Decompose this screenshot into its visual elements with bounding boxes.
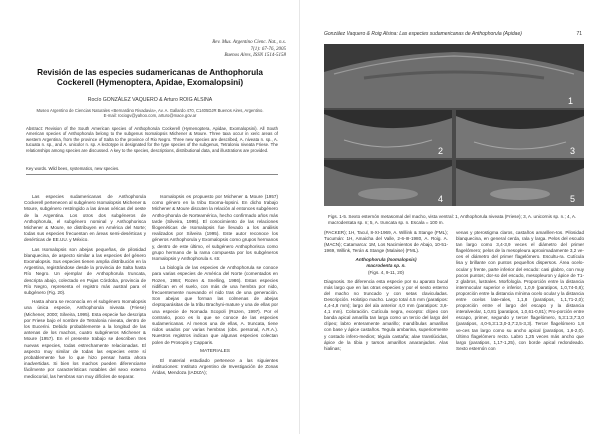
species-figures: (Figs. 4, 9-11, 20) bbox=[368, 269, 404, 275]
species-subtitle: macrodenta sp. n. bbox=[366, 263, 406, 269]
running-head bbox=[324, 31, 582, 37]
panel-2 bbox=[324, 110, 452, 158]
paragraph: Las especies sudamericanas de Anthophorula Cockerell pertenecen al subgénero Isomalopsis Michener & Moure, subgénero restringido a las áreas xéricas del oeste de la Argentina. Los otros dos subgéneros de Anthophorula, el subgénero nominal y Anthophorisca Michener & Moure, se distribuyen en América del Norte; todas sus especies frecuentan en áreas semi-desérticas y desérticas de EE.UU. y México. bbox=[24, 194, 146, 243]
article-title: Revisión de las especies sudamericanas de Anthophorula Cockerell (Hymenoptera, Apidae, Exomalopsini) bbox=[37, 68, 263, 87]
species-name: Anthophorula (Isomalopsis) bbox=[355, 257, 417, 263]
panel-label: 4 bbox=[438, 194, 444, 204]
journal-volume: 7(1): 67-76, 2005 bbox=[250, 46, 286, 52]
author-affiliation: Museo Argentino de Ciencias Naturales «Bernardino Rivadavia», Av. A. Gallardo 470, C1405DJR Buenos Aires, Argentino. E-mail: rociogv@yahoo.com, arturo@mace.gov.ar bbox=[36, 108, 264, 119]
right-body-column-1 bbox=[324, 230, 448, 430]
panel-label: 1 bbox=[568, 96, 574, 106]
panel-1 bbox=[324, 44, 584, 108]
micrograph-plate bbox=[324, 44, 584, 206]
journal-reference bbox=[212, 40, 286, 60]
panel-3 bbox=[456, 110, 584, 158]
abstract-divider bbox=[26, 174, 278, 175]
panel-label: 2 bbox=[438, 146, 444, 156]
right-body-column-2 bbox=[456, 230, 584, 430]
paragraph: (PACKER); 1H, Tacul, 8-XI-1969, A. Willink & Stange (FML); Tucumán: 1H, Amaicha del Valle, 2-6-III-1980, A. Roig. A. (MACN); Catamarca: 1M, Los Nacimientos de Abajo, 10-51-1969, Willink, Terán & Stange (Malaise) (FML). bbox=[324, 230, 448, 254]
paragraph: Diagnosis. Se diferencia esta especie por su aparato bucal más largo que en las otras especies y por el sexto esterno del macho no truncado y con setas claviculadas. Descripción. Holotipo macho. Largo total 4.5 mm (paratipos: 4,4-4,8 mm); largo del ala anterior 4,0 mm (paratipos: 3,6-4,1 mm). Coloración. Cutícula negra, excepto: clípeo con banda apical amarilla tan larga como un tercio del largo del clípeo; labro enteramente amarillo; mandíbulas amarillas con base y ápice castaños. Tegula ambarina, superiormente y costado infero-medios; tégula castaña; alae translúcidas, ápice de la tibia y tarsos amarillos anaranjados. Alas hialinas; bbox=[324, 278, 448, 351]
right-page bbox=[300, 0, 600, 434]
article-authors: Rocío GONZÁLEZ VAQUERO & Arturo ROIG ALSINA bbox=[87, 97, 213, 103]
panel-label: 3 bbox=[570, 146, 576, 156]
running-head-text: González Vaquero & Roig Alsina: Las especies sudamericanas de Anthophorula (Apidae) bbox=[324, 31, 522, 37]
species-heading bbox=[324, 257, 448, 275]
paragraph: Hasta ahora se reconocía en el subgénero Isomalopsis una única especie, Anthophorula niveata (Friese) (Michener, 2000; Silveira, 1995). Esta especie fue descripta por Friese bajo el nombre de Tetralonia niveata, dentro de los Eucerini. Debido probablemente a la longitud de las antenas de los machos, cuatro subgéneros Michener & Moure (1957). En el presente trabajo se describen tres nuevas especies, todas estrechamente relacionadas. El aspecto muy similar de todas las especies entre sí probablemente fue lo que hizo pensar hasta ahora inadvertidas. Si bien los machos pueden diferenciarse fácilmente por características notables del sexo externo mediocorial, las hembras son muy difíciles de separar. bbox=[24, 299, 146, 379]
left-body-column-2 bbox=[152, 194, 278, 430]
abstract: Abstract: Revision of the South American species of Anthophorula Cockerell (Hymenoptera, Apidae, Exomalopsini). All South American species of Anthophorula belong to the subgenus Isomalopsis Michener & Moure. Three taxa occur in xeric areas of western Argentina, from the province of Salta to the province of Rio Negro. Three new species are described, A. niveata n. sp., A. tucuata n. sp., and A. unicolor n. sp. A lectotype is designated for the type species of the subgenus, Tetraloniu niveata Friese. The relationships among species are discussed. A key to the species, descriptions, distributional data, and illustrations are provided. bbox=[26, 126, 278, 153]
paragraph: Las Isomalopsis son abejas pequeñas, de pilosidad blanquecina, de aspecto similar a las especies del género Exomalopsis. Sus especies tienen amplia distribución en la Argentina, registrándose desde la provincia de Salta hasta Río Negro. Un ejemplar de Anthophorula truncata, descripta abajo, colectado en Pajas Córdoba, provincia de Río Negro, representa el registro más austral para el subgénero (Fig. 20). bbox=[24, 246, 146, 296]
panel-5 bbox=[456, 160, 584, 206]
page-number: 71 bbox=[576, 31, 582, 37]
paragraph: Isomalopsis es propuesto por Michener & Moure (1957) como género en la tribu Exoma-lopsini. En dicho trabajo Michener & Moure discuten la relación al entonces subgénero Antho-phorula de Norteamérica, hecho confirmado años más tarde (Silveira, 1995). El conocimiento de las relaciones filogenéticas de Isomalopsis fue llevado a los análisis realizados por Silveira (1995). Este autor reconoce los géneros Anthophorula y Exomalopsis como grupos hermanos y, dentro de este último, el subgénero Anthophorisca como grupo hermano de la rama compuesta por los subgéneros Isomalopsis y Anthophorula s. str. bbox=[152, 194, 278, 262]
panel-label: 5 bbox=[570, 194, 576, 204]
paragraph: El material estudiado pertenece a las siguientes instituciones: Instituto Argentino de Investigación de Zonas Áridas, Mendoza (IADIZA); bbox=[152, 358, 278, 376]
paragraph: La biología de las especies de Anthophorula se conoce para varias especies de América del Norte (comentados en Rozen, 1984; Rozen & Snelling, 1986). Estas especies nidifican en el suelo, con más de una hembra por nido, frecuentemente nuevando el nido tras de una generación. Son abejas que forman las colmenas de abejas cleptoparásitas de la tribu Brachyni-mature y una de ellas por una especie de Nomada Scopoli (Rozen, 1997). Por el contrario, poco es lo que se conoce de las especies sudamericanas. Al menos una de ellas, A. truncata, tiene nidos usados por varias hembras (obs. personal, A.R.A.). Nuestros registros indican que algunas especies colectan polen de Prosopis y Capparis. bbox=[152, 265, 278, 345]
journal-name: Rev. Mus. Argentino Cienc. Nat., n.s. bbox=[212, 40, 286, 45]
left-body-column-1 bbox=[24, 194, 146, 430]
panel-4 bbox=[324, 160, 452, 206]
journal-issn: Buenos Aires, ISSN 1514-5158 bbox=[224, 53, 286, 58]
figure-caption: Figs. 1-5. Sexto esternón metasomal del macho, vista ventral: 1, Anthophorula niveata (Friese); 3, A. unicornis sp. n.; 4, A. macrodentata sp. n; 5, A. truncata sp. n. Escala = 100 m. bbox=[328, 214, 577, 225]
section-heading: MATERIALES bbox=[199, 348, 231, 354]
keywords: Key words. Wild bees, systematics, new species. bbox=[26, 166, 120, 171]
paragraph: venas y pterostigma claros, castaños amarillen-tos. Pilosidad blanquecina, en general cerda, rala y larga. Pelos del escudo tan largo como 3,4-3,9 veces el diámetro del primer flagelómero; pelos de la mesopleura aproximadamente 3,2 ve-ces el diámetro del primer flagelómero. Escultu-ra. Cutícula lisa y brillante con puntos pequeños dispersos. Área ocelo-ocular y frente, parte inferior del escudo: casi glabro, con muy pocos puntos; dor-so del escudo, mesopleuron y ápice de T1-2 glabros, lustrales. Morfología. Proporción entre la distancia intermocular superior e inferior, 1,0,9 (paratipos, 1,0,74-0,8); proporción entre la distancia mínima ocelo ocular y la distancia entre ocelos late-rales, 1,1,8 (paratipos, 1,1,71-2,0); proporción entre el largo del escapo y la distancia interalveolar, 1,0,81 (paratipos, 1,0,61-0,81); Pro-porción entre escapo, primer, segundo y tercer flagelómero, 5,3:1:3,7:3,0 (paratipos, 4,0-5,3:1:3,0-3,7:2,5-3,3). Tercer flagelómero 1,8 ve-ces tan largo como su ancho apical (paratipos, 1,6-2,0). Último flagelómero recto. Labro 1,25 veces más ancho que largo (paratipos, 1,17-1,25), con borde apical redondeado. Sexto esternón con bbox=[456, 230, 584, 351]
